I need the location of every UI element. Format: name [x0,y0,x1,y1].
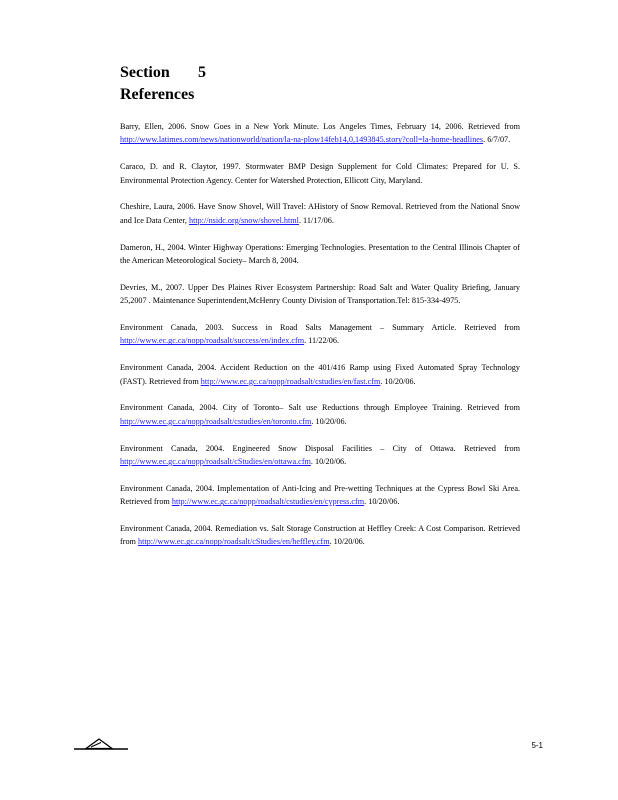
reference-link[interactable]: http://nsidc.org/snow/shovel.html [189,215,299,225]
reference-date: . 6/7/07. [483,135,511,145]
reference-item [120,160,520,187]
reference-link[interactable]: http://www.ec.gc.ca/nopp/roadsalt/cStudies/en/ottawa.cfm [120,457,311,467]
reference-date: . 10/20/06. [311,416,347,426]
section-label: Section [120,64,170,81]
reference-item [120,321,520,348]
reference-text: Environment Canada, 2004. Remediation vs. Salt Storage Construction at Heffley Creek: A Cost Comparison. Retrieved from [120,524,520,547]
reference-list [120,120,520,561]
reference-link[interactable]: http://www.latimes.com/news/nationworld/nation/la-na-plow14feb14,0,1493845.story?coll=la-home-headlines [120,135,484,145]
reference-date: . 10/20/06. [310,457,347,467]
reference-item [120,281,520,308]
reference-link[interactable]: http://www.ec.gc.ca/nopp/roadsalt/cstudies/en/fast.cfm [200,376,381,386]
reference-text: Barry, Ellen, 2006. Snow Goes in a New York Minute. Los Angeles Times, February 14, 2006. Retrieved from [120,122,520,131]
reference-text: Environment Canada, 2004. Engineered Snow Disposal Facilities – City of Ottawa. Retrieved from [120,443,520,453]
reference-item [120,522,520,549]
reference-link[interactable]: http://www.ec.gc.ca/nopp/roadsalt/cStudies/en/heffley.cfm [137,537,330,547]
reference-item [120,120,520,147]
footer-logo-mark [72,737,128,751]
reference-link[interactable]: http://www.ec.gc.ca/nopp/roadsalt/success/en/index.cfm [120,336,305,346]
section-heading [120,63,340,105]
reference-item [120,482,520,509]
section-number: 5 [198,64,206,81]
reference-text: Environment Canada, 2004. Accident Reduction on the 401/416 Ramp using Fixed Automated Spray Technology (FAST). Retrieved from [120,363,520,386]
reference-date: . 10/20/06. [380,376,416,386]
reference-text: Caraco, D. and R. Claytor, 1997. Stormwater BMP Design Supplement for Cold Climates: Prepared for U. S. Environmental Protection Agency. Center for Watershed Protection, Ellicott City, Maryland. [120,162,520,185]
page-number: 5-1 [531,741,543,750]
reference-date: . 11/22/06. [304,336,340,346]
reference-item [120,442,520,469]
reference-text: Cheshire, Laura, 2006. Have Snow Shovel, Will Travel: AHistory of Snow Removal. Retrieved from the National Snow and Ice Data Center, [120,202,520,225]
reference-link[interactable]: http://www.ec.gc.ca/nopp/roadsalt/cstudies/en/cypress.cfm [171,497,365,507]
reference-date: . 10/20/06. [329,537,365,547]
reference-date: . 11/17/06. [298,215,334,225]
reference-text: Devries, M., 2007. Upper Des Plaines River Ecosystem Partnership: Road Salt and Water Quality Briefing, January 25,2007 . Maintenance Superintendent,McHenry County Division of Transportation.Tel: 815-334-4975. [120,282,520,306]
reference-text: Environment Canada, 2004. Implementation of Anti-Icing and Pre-wetting Techniques at the Cypress Bowl Ski Area. Retrieved from [120,483,520,507]
reference-date: . 10/20/06. [364,497,400,507]
reference-item [120,200,520,227]
reference-text: Environment Canada, 2003. Success in Road Salts Management – Summary Article. Retrieved from [120,323,520,333]
reference-text: Dameron, H., 2004. Winter Highway Operations: Emerging Technologies. Presentation to the Central Illinois Chapter of the American Meteorological Society– March 8, 2004. [120,242,520,266]
reference-text: Environment Canada, 2004. City of Toronto– Salt use Reductions through Employee Training. Retrieved from [120,403,520,413]
reference-item [120,361,520,388]
page-title: References [120,86,195,103]
reference-item [120,401,520,428]
reference-item [120,241,520,268]
section-number-line [120,63,206,83]
reference-link[interactable]: http://www.ec.gc.ca/nopp/roadsalt/cstudies/en/toronto.cfm [120,416,312,426]
